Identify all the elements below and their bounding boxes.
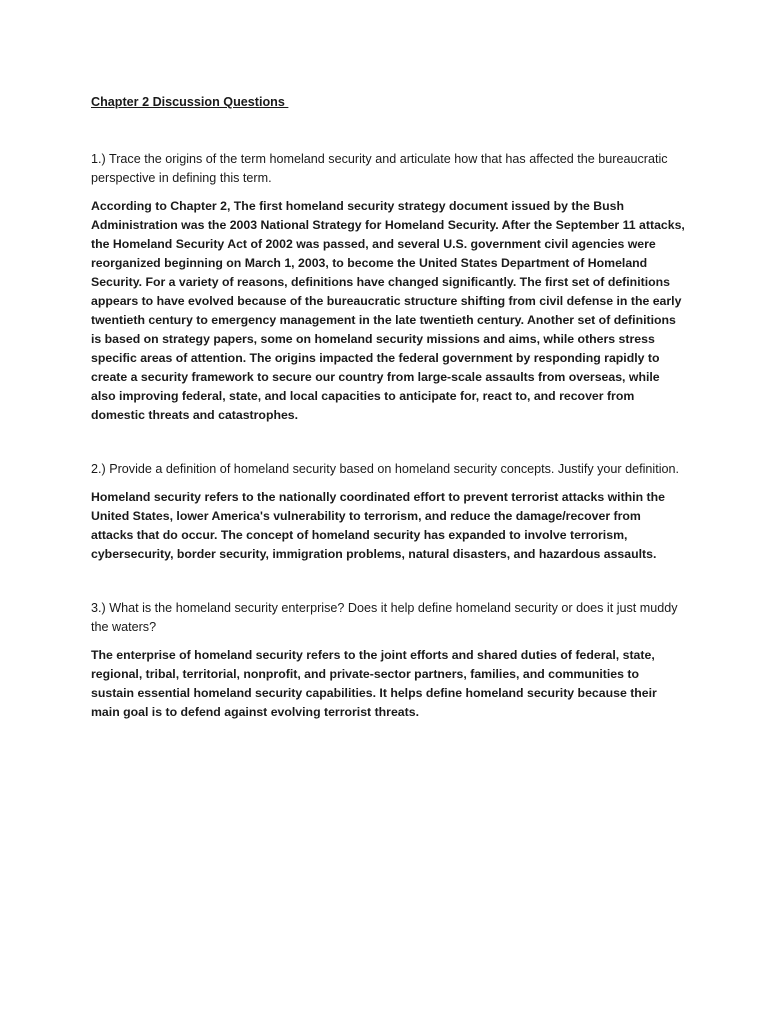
question-3: 3.) What is the homeland security enterprise? Does it help define homeland security or does it just muddy the waters? xyxy=(91,601,678,634)
answer-2: Homeland security refers to the nationally coordinated effort to prevent terrorist attacks within the United States, lower America's vulnerability to terrorism, and reduce the damage/recover from attacks that do occur. The concept of homeland security has expanded to involve terrorism, cybersecurity, border security, immigration problems, natural disasters, and hazardous assaults. xyxy=(91,490,665,561)
answer-1: According to Chapter 2, The first homeland security strategy document issued by the Bush Administration was the 2003 National Strategy for Homeland Security. After the September 11 attacks, the Homeland Security Act of 2002 was passed, and several U.S. government civil agencies were reorganized beginning on March 1, 2003, to become the United States Department of Homeland Security. For a variety of reasons, definitions have changed significantly. The first set of definitions appears to have evolved because of the bureaucratic structure shifting from civil defense in the early twentieth century to emergency management in the late twentieth century. Another set of definitions is based on strategy papers, some on homeland security missions and aims, while others stress specific areas of attention. The origins impacted the federal government by responding rapidly to create a security framework to secure our country from large-scale assaults from overseas, while also improving federal, state, and local capacities to anticipate for, react to, and recover from domestic threats and catastrophes. xyxy=(91,199,685,422)
question-2: 2.) Provide a definition of homeland security based on homeland security concepts. Justify your definition. xyxy=(91,462,680,476)
question-1: 1.) Trace the origins of the term homeland security and articulate how that has affected the bureaucratic perspective in defining this term. xyxy=(91,152,668,185)
document-title: Chapter 2 Discussion Questions xyxy=(91,95,289,109)
answer-3: The enterprise of homeland security refers to the joint efforts and shared duties of federal, state, regional, tribal, territorial, nonprofit, and private-sector partners, families, and communities to sustain essential homeland security capabilities. It helps define homeland security because their main goal is to defend against evolving terrorist threats. xyxy=(91,648,657,719)
document-body xyxy=(91,93,685,722)
